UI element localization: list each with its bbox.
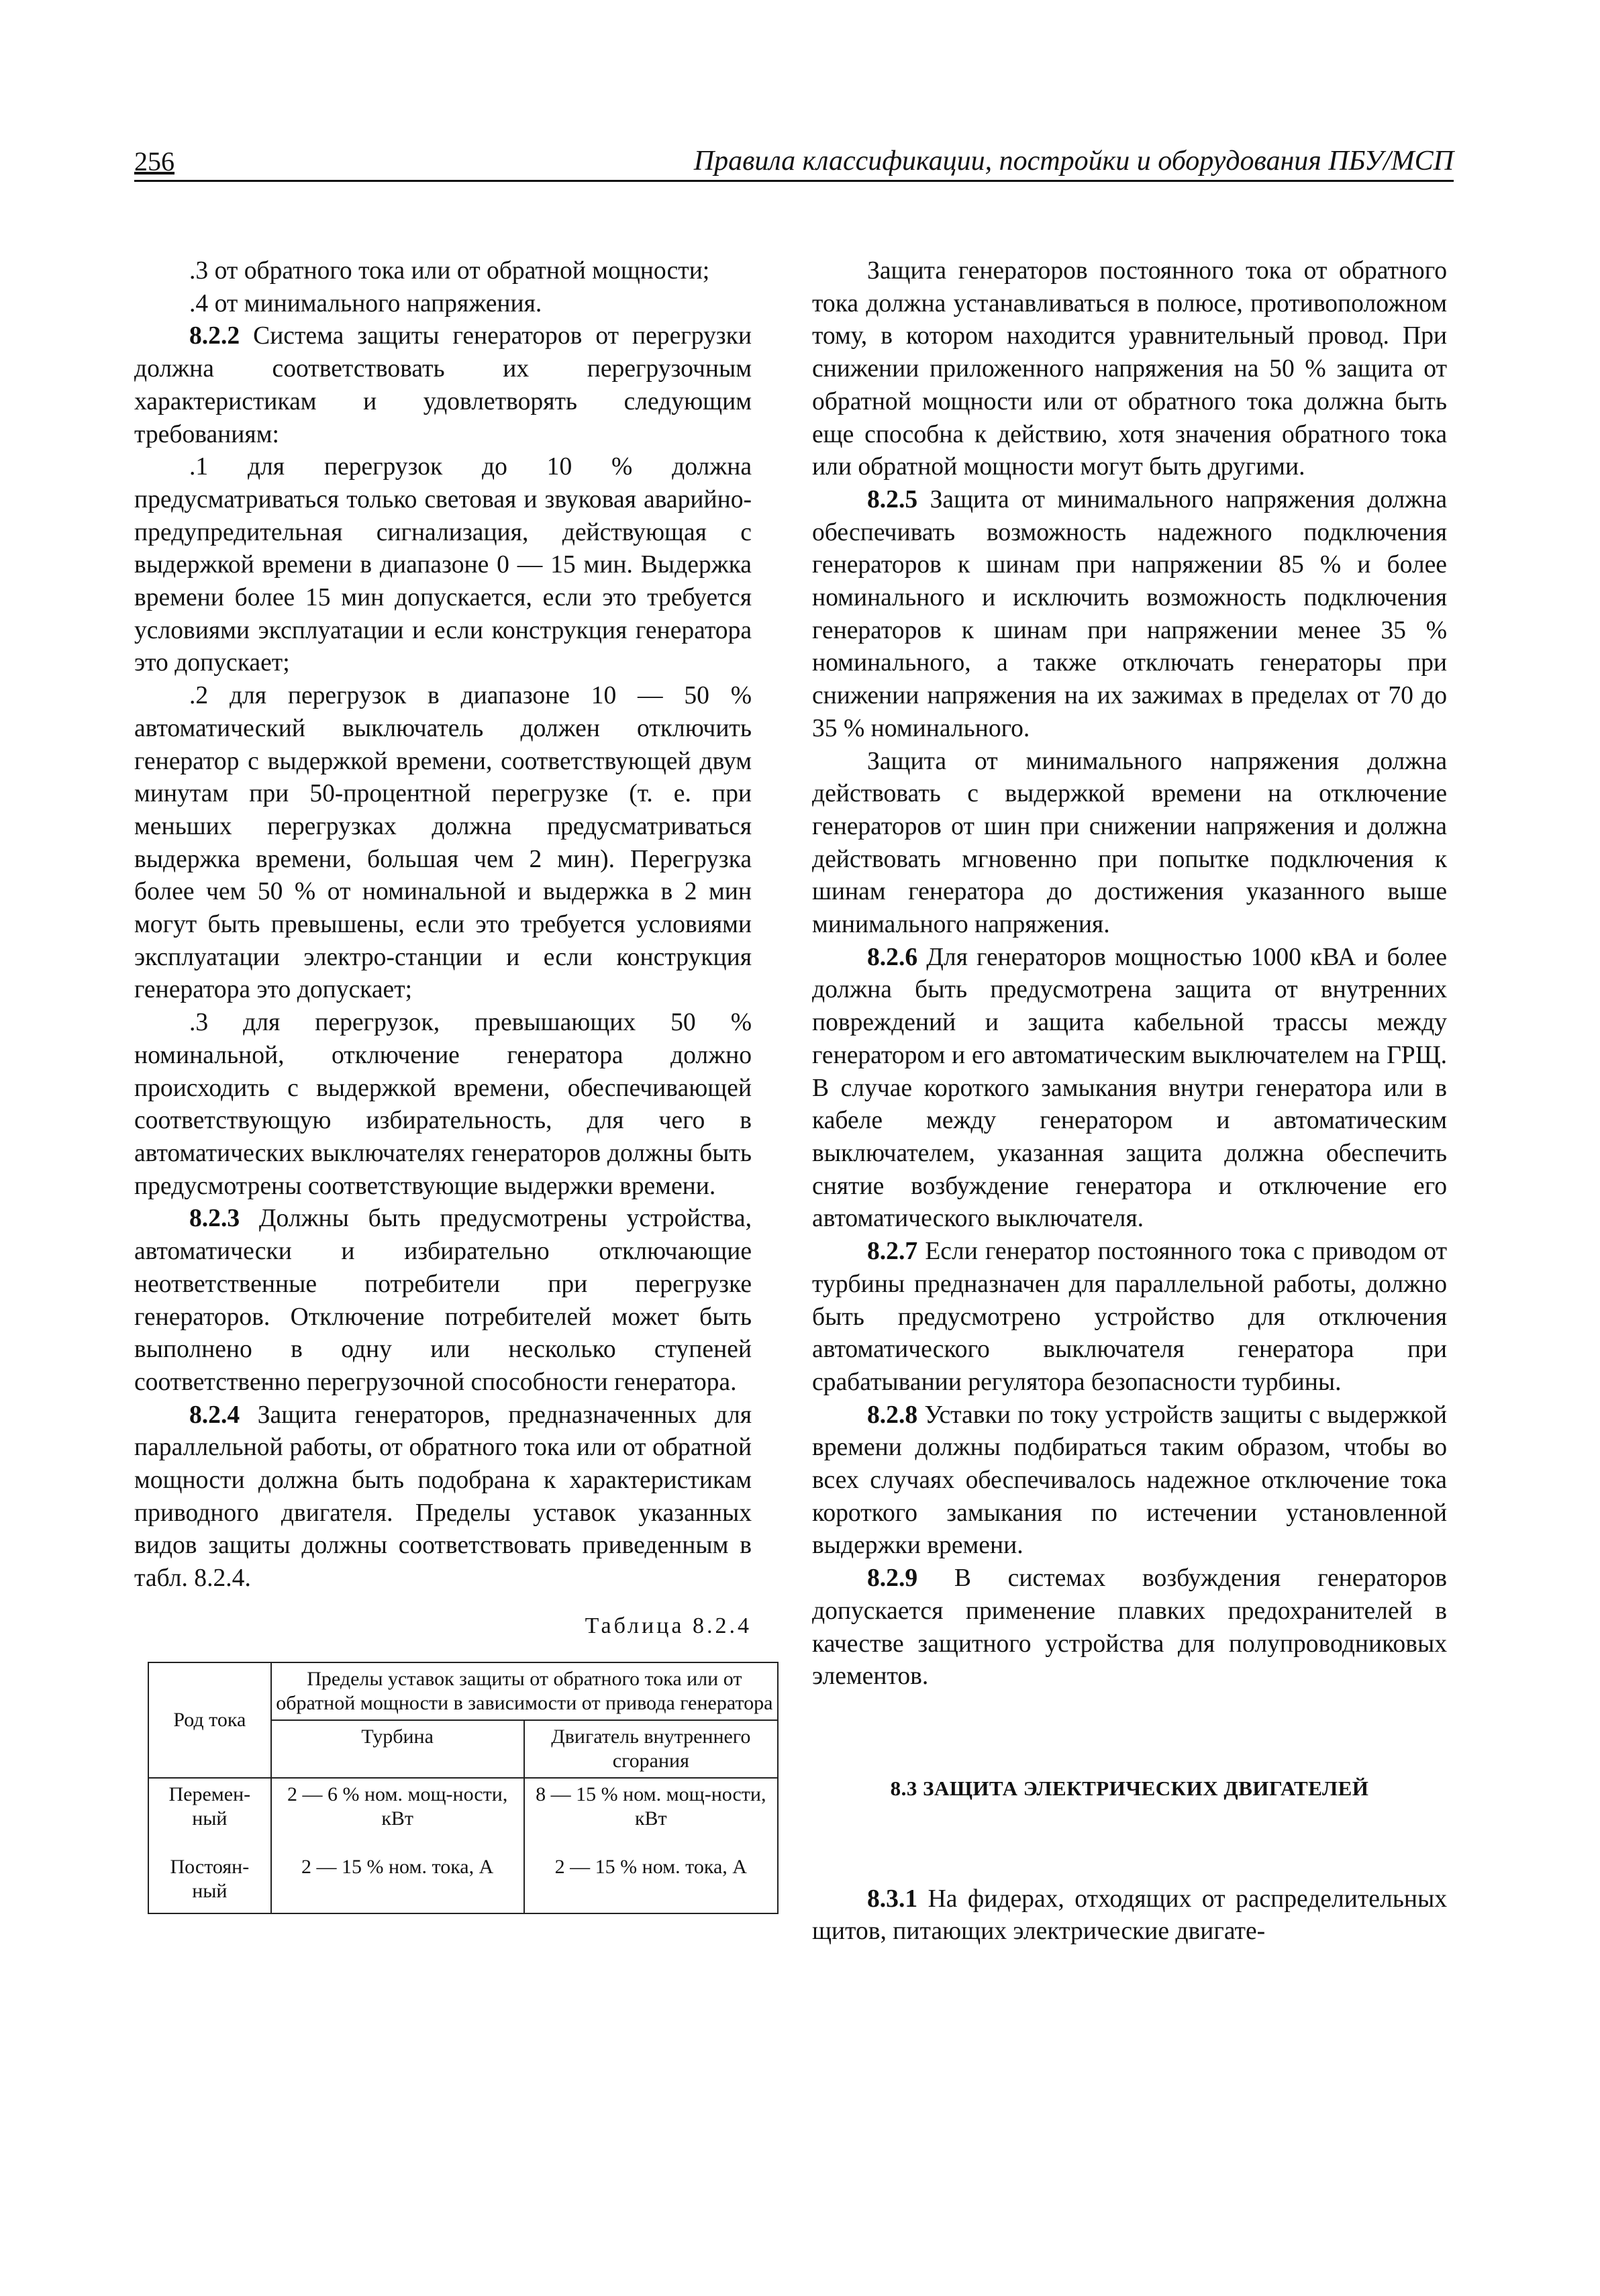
paragraph-text: В системах возбуждения генераторов допускается применение плавких предохранителей в качестве защитного устройства для полупроводниковых элементов.: [812, 1564, 1447, 1691]
table-row: [148, 1778, 778, 1835]
paragraph: .3 от обратного тока или от обратной мощности;: [189, 257, 710, 285]
paragraph: [812, 484, 1447, 746]
table-cell: 2 — 15 % ном. тока, А: [524, 1835, 778, 1913]
paragraph: .3 для перегрузок, превышающих 50 % номинальной, отключение генератора должно происходить с выдержкой времени, обеспечивающей соответствующую избирательность, для чего в автоматических выключателях генераторов должны быть предусмотрены соответствующие выдержки времени.: [134, 1009, 752, 1200]
paragraph: Защита генераторов постоянного тока от обратного тока должна устанавливаться в полюсе, противоположном тому, в котором находится уравнительный провод. При снижении приложенного напряжения на 50 % защита от обратной мощности или от обратного тока должна быть еще способна к действию, хотя значения обратного тока или обратной мощности могут быть другими.: [812, 257, 1447, 481]
table-header-cell: Пределы уставок защиты от обратного тока или от обратной мощности в зависимости от привода генератора: [271, 1662, 778, 1720]
section-heading: 8.3 ЗАЩИТА ЭЛЕКТРИЧЕСКИХ ДВИГАТЕЛЕЙ: [890, 1776, 1369, 1800]
clause-number: 8.2.4: [189, 1401, 240, 1429]
paragraph-text: Если генератор постоянного тока с приводом от турбины предназначен для параллельной работы, должно быть предусмотрено устройство для отключения автоматического выключателя генератора при срабатывании регулятора безопасности турбины.: [812, 1238, 1447, 1396]
clause-number: 8.2.5: [867, 485, 918, 513]
paragraph-text: Для генераторов мощностью 1000 кВА и более должна быть предусмотрена защита от внутренних повреждений и защита кабельной трассы между генератором и его автоматическим выключателем на ГРЩ. В случае короткого замыкания внутри генератора или в кабеле между генератором и автоматическим выключателем, указанная защита должна обеспечить снятие возбуждение генератора и отключение его автоматического выключателя.: [812, 943, 1447, 1233]
paragraph: [134, 320, 752, 451]
table-cell: 2 — 15 % ном. тока, А: [271, 1835, 524, 1913]
clause-number: 8.2.3: [189, 1205, 240, 1233]
left-column: [134, 255, 773, 1914]
clause-number: 8.2.9: [867, 1564, 918, 1593]
paragraph: [134, 1203, 752, 1399]
paragraph-text: Защита от минимального напряжения должна обеспечивать возможность надежного подключения генераторов к шинам при напряжении 85 % и более номинального и исключить возможность подключения генераторов к шинам при напряжении менее 35 % номинального, а также отключать генераторы при снижении напряжения на их зажимах в пределах от 70 до 35 % номинального.: [812, 485, 1447, 742]
running-title: Правила классификации, постройки и оборудования ПБУ/МСП: [693, 146, 1454, 177]
page-number: 256: [134, 146, 174, 177]
paragraph: [812, 1562, 1447, 1693]
table-cell: Перемен-ный: [148, 1778, 271, 1835]
table-header-cell: Двигатель внутреннего сгорания: [524, 1720, 778, 1778]
clause-number: 8.3.1: [867, 1885, 918, 1913]
paragraph: .2 для перегрузок в диапазоне 10 — 50 % автоматический выключатель должен отключить генератор с выдержкой времени, соответствующей двум минутам при 50-процентной перегрузке (т. е. при меньших перегрузках должна предусматриваться выдержка времени, большая чем 2 мин). Перегрузка более чем 50 % от номинальной и выдержка в 2 мин могут быть превышены, если это требуется условиями эксплуатации электро-станции и если конструкция генератора это допускает;: [134, 682, 752, 1004]
right-column: [812, 255, 1447, 1948]
clause-number: 8.2.6: [867, 943, 918, 971]
table-cell: 8 — 15 % ном. мощ-ности, кВт: [524, 1778, 778, 1835]
paragraph: [134, 1399, 752, 1595]
paragraph: Защита от минимального напряжения должна действовать с выдержкой времени на отключение генераторов от шин при снижении напряжения и должна действовать мгновенно при попытке подключения к шинам генератора до достижения указанного выше минимального напряжения.: [812, 747, 1447, 939]
clause-number: 8.2.7: [867, 1238, 918, 1266]
paragraph: [812, 1399, 1447, 1563]
paragraph: [812, 1883, 1447, 1948]
clause-number: 8.2.8: [867, 1401, 918, 1429]
paragraph-text: Должны быть предусмотрены устройства, автоматически и избирательно отключающие неответственные потребители при перегрузке генераторов. Отключение потребителей может быть выполнено в одну или несколько ступеней соответственно перегрузочной способности генератора.: [134, 1205, 752, 1396]
table-header-row: [148, 1662, 778, 1720]
paragraph-text: Защита генераторов, предназначенных для параллельной работы, от обратного тока или от обратной мощности должна быть подобрана к характеристикам приводного двигателя. Пределы уставок указанных видов защиты должны соответствовать приведенным в табл. 8.2.4.: [134, 1401, 752, 1593]
paragraph: .4 от минимального напряжения.: [189, 289, 542, 317]
table-row: [148, 1835, 778, 1913]
table-cell: Постоян-ный: [148, 1835, 271, 1913]
paragraph: .1 для перегрузок до 10 % должна предусматриваться только световая и звуковая аварийно-предупредительная сигнализация, действующая с выдержкой времени в диапазоне 0 — 15 мин. Выдержка времени более 15 мин допускается, если это требуется условиями эксплуатации и если конструкция генератора это допускает;: [134, 453, 752, 677]
table-header-cell: Род тока: [148, 1662, 271, 1778]
paragraph: [812, 1236, 1447, 1399]
paragraph-text: Система защиты генераторов от перегрузки должна соответствовать их перегрузочным характеристикам и удовлетворять следующим требованиям:: [134, 322, 752, 448]
table-caption: Таблица 8.2.4: [585, 1613, 752, 1638]
page-header: [134, 140, 1454, 182]
table-cell: 2 — 6 % ном. мощ-ности, кВт: [271, 1778, 524, 1835]
table-header-cell: Турбина: [271, 1720, 524, 1778]
paragraph-text: На фидерах, отходящих от распределительных щитов, питающих электрические двигате-: [812, 1885, 1447, 1946]
paragraph-text: Уставки по току устройств защиты с выдержкой времени должны подбираться таким образом, чтобы во всех случаях обеспечивалось надежное отключение тока короткого замыкания по истечении установленной выдержки времени.: [812, 1401, 1447, 1560]
paragraph: [812, 942, 1447, 1236]
clause-number: 8.2.2: [189, 322, 240, 350]
protection-limits-table: [148, 1662, 779, 1914]
